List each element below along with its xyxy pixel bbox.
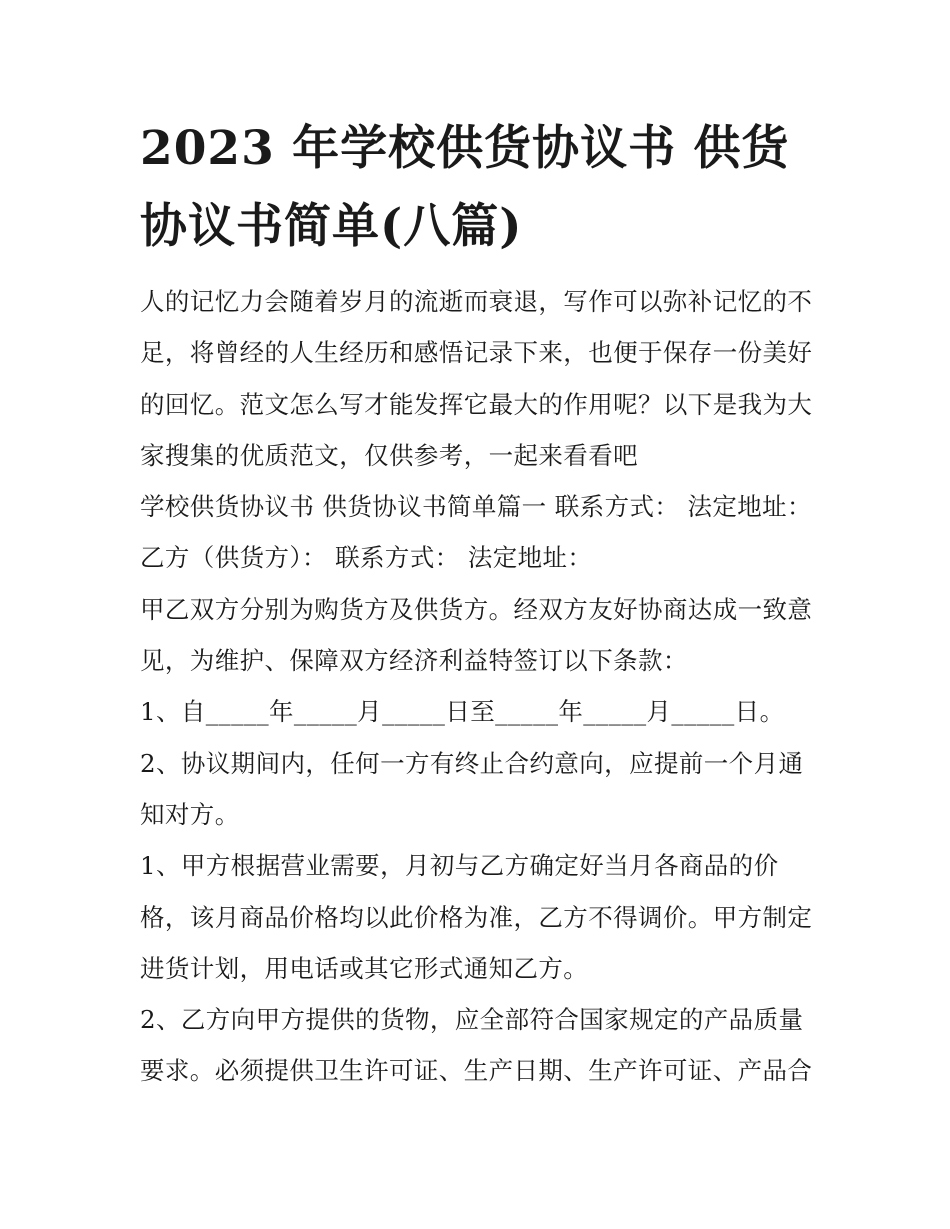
body-line: 知对方。 (140, 799, 240, 829)
body-line: 1、自_____年_____月_____日至_____年_____月_____日。 (140, 697, 785, 727)
body-line: 见，为维护、保障双方经济利益特签订以下条款： (140, 646, 688, 676)
body-line: 足，将曾经的人生经历和感悟记录下来，也便于保存一份美好 (140, 338, 813, 368)
body-line: 进货计划，用电话或其它形式通知乙方。 (140, 953, 589, 983)
body-line: 的回忆。范文怎么写才能发挥它最大的作用呢？以下是我为大 (140, 389, 813, 419)
body-line: 甲乙双方分别为购货方及供货方。经双方友好协商达成一致意 (140, 594, 813, 624)
body-line: 家搜集的优质范文，仅供参考，一起来看看吧 (140, 440, 638, 470)
body-line: 人的记忆力会随着岁月的流逝而衰退，写作可以弥补记忆的不 (140, 287, 813, 316)
title-line: 2023 年学校供货协议书 供货 (140, 121, 790, 176)
body-line: 2、乙方向甲方提供的货物，应全部符合国家规定的产品质量 (140, 1005, 804, 1035)
body-line: 2、协议期间内，任何一方有终止合约意向，应提前一个月通 (140, 748, 804, 778)
body-line: 格，该月商品价格均以此价格为准，乙方不得调价。甲方制定 (140, 902, 813, 932)
body-line: 乙方（供货方）： 联系方式： 法定地址： (140, 543, 593, 573)
body-line: 学校供货协议书 供货协议书简单篇一 联系方式： 法定地址： (140, 492, 812, 522)
document-body (140, 276, 820, 1097)
body-line: 1、甲方根据营业需要，月初与乙方确定好当月各商品的价 (140, 851, 779, 881)
body-line: 要求。必须提供卫生许可证、生产日期、生产许可证、产品合 (140, 1056, 813, 1086)
document-page (140, 110, 820, 1097)
title-line: 协议书简单(八篇) (140, 199, 523, 254)
document-title (140, 110, 820, 266)
